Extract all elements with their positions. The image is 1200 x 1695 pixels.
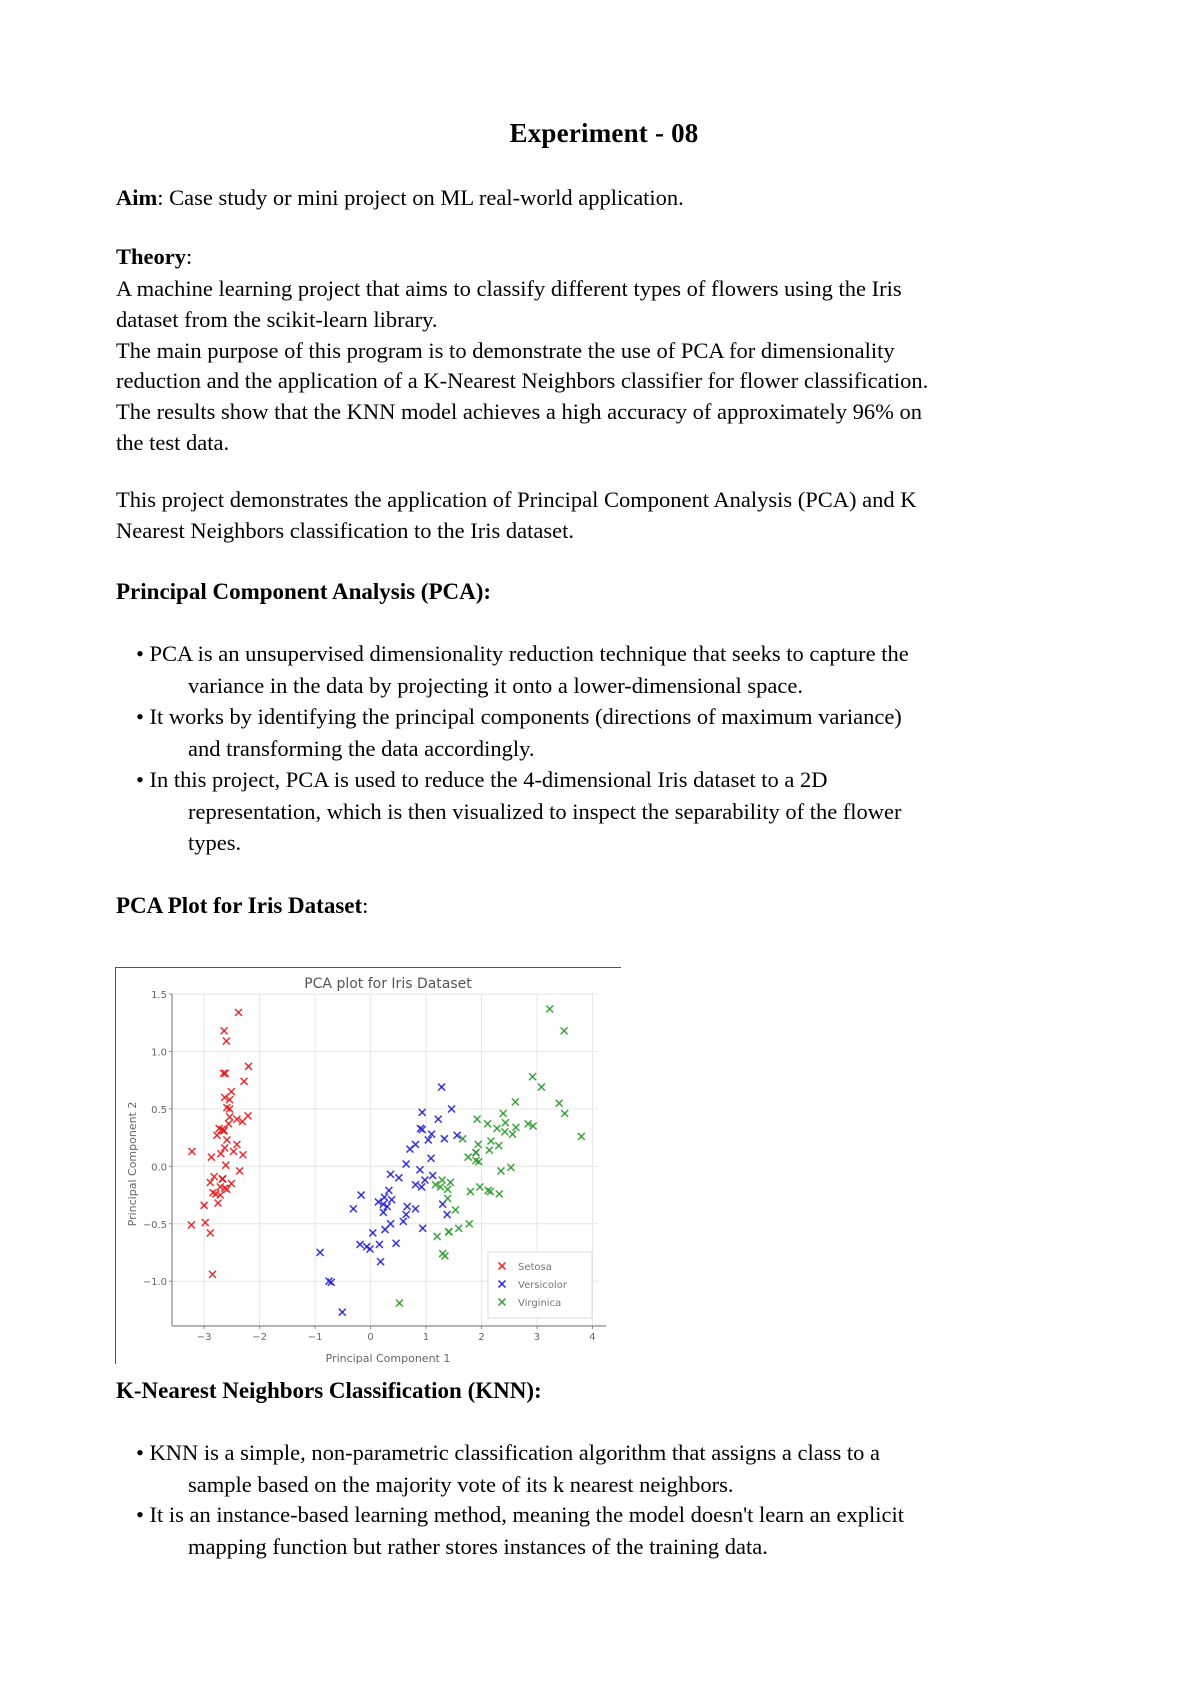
bullet-continuation: representation, which is then visualized to inspect the separability of the flower	[188, 798, 902, 824]
data-point-marker	[396, 1300, 403, 1307]
bullet-continuation: and transforming the data accordingly.	[188, 735, 535, 761]
data-point-marker	[226, 1113, 233, 1120]
data-point-marker	[500, 1110, 507, 1117]
data-point-marker	[207, 1179, 214, 1186]
data-point-marker	[512, 1124, 519, 1131]
data-point-marker	[235, 1009, 242, 1016]
data-point-marker	[223, 1038, 230, 1045]
data-point-marker	[428, 1155, 435, 1162]
theory-sep: :	[186, 244, 193, 269]
data-point-marker	[561, 1027, 568, 1034]
data-point-marker	[188, 1148, 195, 1155]
data-point-marker	[395, 1174, 402, 1181]
x-tick-label: 3	[533, 1332, 541, 1343]
pca-heading: Principal Component Analysis (PCA):	[116, 579, 492, 604]
data-point-marker	[225, 1120, 232, 1127]
aim-sep: :	[157, 185, 170, 210]
data-point-marker	[435, 1116, 442, 1123]
data-point-marker	[223, 1136, 230, 1143]
data-point-marker	[434, 1233, 441, 1240]
aim-line	[116, 183, 684, 213]
y-tick-label: 1.5	[151, 990, 167, 1001]
data-point-marker	[213, 1132, 220, 1139]
data-point-marker	[202, 1219, 209, 1226]
x-tick-label: −3	[196, 1332, 212, 1343]
data-point-marker	[486, 1147, 493, 1154]
pca-bullet-1	[136, 638, 909, 701]
y-tick-label: 0.5	[151, 1104, 167, 1116]
data-point-marker	[439, 1177, 446, 1184]
y-tick-label: 1.0	[151, 1047, 167, 1059]
data-point-marker	[188, 1221, 195, 1228]
theory-line: A machine learning project that aims to classify different types of flowers using the Iris	[116, 276, 902, 301]
data-point-marker	[222, 1162, 229, 1169]
aim-text: Case study or mini project on ML real-world application.	[169, 185, 684, 210]
bullet-text: • PCA is an unsupervised dimensionality reduction technique that seeks to capture the	[136, 641, 909, 666]
data-point-marker	[438, 1084, 445, 1091]
data-point-marker	[230, 1148, 237, 1155]
x-tick-label: 4	[589, 1332, 596, 1343]
bullet-continuation: types.	[188, 830, 242, 855]
bullet-text: • KNN is a simple, non-parametric classification algorithm that assigns a class to a	[136, 1440, 880, 1465]
legend-entry: Versicolor	[518, 1280, 567, 1291]
data-point-marker	[385, 1187, 392, 1194]
data-point-marker	[561, 1110, 568, 1117]
data-point-marker	[416, 1166, 423, 1173]
bullet-text: • It works by identifying the principal components (directions of maximum variance)	[136, 704, 902, 729]
data-point-marker	[221, 1027, 228, 1034]
data-point-marker	[228, 1088, 235, 1095]
data-point-marker	[494, 1125, 501, 1132]
page-title: Experiment - 08	[509, 118, 699, 148]
data-point-marker	[377, 1258, 384, 1265]
theory-line: The main purpose of this program is to demonstrate the use of PCA for dimensionality	[116, 338, 895, 363]
data-point-marker	[484, 1120, 491, 1127]
y-tick-label: −1.0	[142, 1277, 167, 1289]
data-point-marker	[245, 1063, 252, 1070]
pca-scatter-plot	[116, 968, 622, 1365]
theory-para2-line: Nearest Neighbors classification to the Iris dataset.	[116, 518, 574, 543]
chart-legend	[488, 1252, 592, 1318]
data-point-marker	[380, 1209, 387, 1216]
data-point-marker	[388, 1196, 395, 1203]
aim-label: Aim	[116, 185, 158, 210]
data-point-marker	[444, 1211, 451, 1218]
data-point-marker	[412, 1141, 419, 1148]
x-tick-label: −2	[252, 1332, 268, 1343]
data-point-marker	[208, 1154, 215, 1161]
data-point-marker	[381, 1194, 388, 1201]
theory-line: the test data.	[116, 430, 230, 455]
data-point-marker	[474, 1116, 481, 1123]
plot-heading-label: PCA Plot for Iris Dataset	[116, 893, 363, 918]
data-point-marker	[404, 1203, 411, 1210]
data-point-marker	[317, 1249, 324, 1256]
x-tick-label: 2	[478, 1332, 485, 1343]
data-point-marker	[233, 1141, 240, 1148]
bullet-text: • In this project, PCA is used to reduce the 4-dimensional Iris dataset to a 2D	[136, 767, 828, 792]
data-point-marker	[546, 1005, 553, 1012]
data-point-marker	[419, 1109, 426, 1116]
data-point-marker	[419, 1225, 426, 1232]
chart-title: PCA plot for Iris Dataset	[304, 976, 472, 992]
data-point-marker	[455, 1225, 462, 1232]
pca-bullet-2	[136, 701, 902, 764]
bullet-continuation: variance in the data by projecting it onto a lower-dimensional space.	[188, 672, 803, 698]
legend-entry: Setosa	[518, 1262, 552, 1273]
data-point-marker	[350, 1205, 357, 1212]
data-point-marker	[439, 1250, 446, 1257]
data-point-marker	[578, 1133, 585, 1140]
chart-xlabel: Principal Component 1	[325, 1352, 451, 1365]
data-point-marker	[556, 1100, 563, 1107]
chart-ylabel: Principal Component 2	[126, 1101, 139, 1227]
theory-heading	[116, 242, 192, 272]
x-tick-label: 0	[367, 1332, 374, 1343]
data-point-marker	[215, 1200, 222, 1207]
data-point-marker	[412, 1205, 419, 1212]
data-point-marker	[236, 1167, 243, 1174]
data-point-marker	[241, 1078, 248, 1085]
knn-bullet-2	[136, 1499, 904, 1562]
data-point-marker	[529, 1073, 536, 1080]
data-point-marker	[497, 1167, 504, 1174]
bullet-continuation: sample based on the majority vote of its k nearest neighbors.	[188, 1471, 734, 1497]
y-tick-label: −0.5	[142, 1219, 167, 1231]
data-point-marker	[219, 1175, 226, 1182]
data-point-marker	[465, 1154, 472, 1161]
data-point-marker	[240, 1151, 247, 1158]
data-point-marker	[339, 1309, 346, 1316]
data-point-marker	[211, 1173, 218, 1180]
knn-bullet-1	[136, 1437, 880, 1500]
data-point-marker	[445, 1228, 452, 1235]
x-tick-label: 1	[422, 1332, 430, 1343]
data-point-marker	[376, 1241, 383, 1248]
y-tick-label: 0.0	[151, 1162, 167, 1174]
data-point-marker	[512, 1098, 519, 1105]
data-point-marker	[502, 1119, 509, 1126]
theory-label: Theory	[116, 244, 186, 269]
data-point-marker	[217, 1150, 224, 1157]
bullet-continuation: mapping function but rather stores instances of the training data.	[188, 1533, 768, 1559]
data-point-marker	[412, 1181, 419, 1188]
data-point-marker	[418, 1183, 425, 1190]
data-point-marker	[209, 1271, 216, 1278]
data-point-marker	[447, 1179, 454, 1186]
data-point-marker	[444, 1186, 451, 1193]
data-point-marker	[495, 1142, 502, 1149]
theory-line: The results show that the KNN model achieves a high accuracy of approximately 96% on	[116, 399, 923, 424]
data-point-marker	[444, 1195, 451, 1202]
data-point-marker	[228, 1180, 235, 1187]
pca-bullet-3	[136, 764, 902, 859]
data-point-marker	[507, 1164, 514, 1171]
pca-chart-image	[115, 967, 621, 1364]
data-point-marker	[501, 1128, 508, 1135]
data-point-marker	[403, 1211, 410, 1218]
data-point-marker	[244, 1112, 251, 1119]
data-point-marker	[357, 1241, 364, 1248]
data-point-marker	[476, 1183, 483, 1190]
plot-heading-sep: :	[362, 893, 369, 918]
data-point-marker	[387, 1171, 394, 1178]
x-tick-label: −1	[307, 1332, 323, 1343]
theory-para2-line: This project demonstrates the application of Principal Component Analysis (PCA) and K	[116, 487, 917, 512]
bullet-text: • It is an instance-based learning method, meaning the model doesn't learn an explicit	[136, 1502, 904, 1527]
data-point-marker	[467, 1188, 474, 1195]
data-point-marker	[475, 1141, 482, 1148]
data-point-marker	[487, 1138, 494, 1145]
data-point-marker	[429, 1172, 436, 1179]
data-point-marker	[472, 1149, 479, 1156]
data-point-marker	[509, 1131, 516, 1138]
legend-entry: Virginica	[518, 1298, 562, 1309]
data-point-marker	[421, 1177, 428, 1184]
data-point-marker	[496, 1190, 503, 1197]
data-point-marker	[363, 1243, 370, 1250]
data-point-marker	[393, 1240, 400, 1247]
data-point-marker	[221, 1144, 228, 1151]
data-point-marker	[538, 1084, 545, 1091]
data-point-marker	[358, 1192, 365, 1199]
data-point-marker	[452, 1206, 459, 1213]
theory-line: dataset from the scikit-learn library.	[116, 307, 438, 332]
plot-heading	[116, 891, 368, 921]
data-point-marker	[441, 1135, 448, 1142]
data-point-marker	[207, 1229, 214, 1236]
theory-line: reduction and the application of a K-Nearest Neighbors classifier for flower classification.	[116, 368, 929, 393]
knn-heading: K-Nearest Neighbors Classification (KNN):	[116, 1378, 542, 1403]
